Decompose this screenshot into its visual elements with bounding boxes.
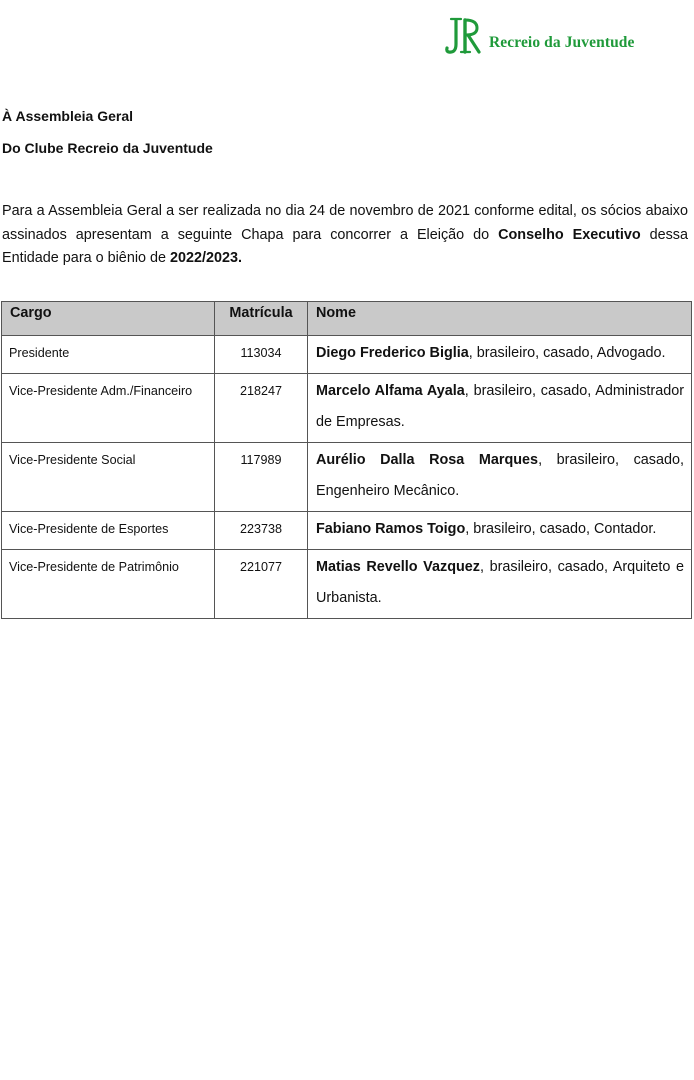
member-name: Fabiano Ramos Toigo xyxy=(316,521,466,537)
member-name: Aurélio Dalla Rosa Marques xyxy=(316,452,539,468)
member-details: , brasileiro, casado, Arquiteto e Urbanista. xyxy=(316,559,684,606)
intro-council-name: Conselho Executivo xyxy=(498,226,641,243)
member-details: , brasileiro, casado, Advogado. xyxy=(468,345,666,361)
member-details: , brasileiro, casado, Contador. xyxy=(465,521,657,537)
cell-nome xyxy=(308,336,692,374)
cell-matricula: 117989 xyxy=(215,443,308,512)
cell-matricula: 113034 xyxy=(215,336,308,374)
cell-matricula: 218247 xyxy=(215,374,308,443)
club-logo xyxy=(444,13,680,59)
intro-paragraph xyxy=(2,200,688,271)
cell-nome xyxy=(308,512,692,550)
header-matricula: Matrícula xyxy=(215,302,308,336)
candidates-table xyxy=(1,301,692,619)
cell-cargo: Presidente xyxy=(2,336,215,374)
jr-monogram-icon xyxy=(444,14,484,58)
member-details: , brasileiro, casado, Administrador de Empresas. xyxy=(316,383,684,430)
salutation-assembly: À Assembleia Geral xyxy=(2,108,133,124)
cell-matricula: 221077 xyxy=(215,550,308,619)
cell-cargo: Vice-Presidente Social xyxy=(2,443,215,512)
member-name: Marcelo Alfama Ayala xyxy=(316,383,465,399)
header-nome: Nome xyxy=(308,302,692,336)
member-name: Diego Frederico Biglia xyxy=(316,345,469,361)
cell-nome xyxy=(308,374,692,443)
table-row xyxy=(2,374,692,443)
table-header-row xyxy=(2,302,692,336)
cell-matricula: 223738 xyxy=(215,512,308,550)
salutation-club: Do Clube Recreio da Juventude xyxy=(2,140,213,156)
cell-cargo: Vice-Presidente de Patrimônio xyxy=(2,550,215,619)
member-name: Matias Revello Vazquez xyxy=(316,559,480,575)
cell-nome xyxy=(308,443,692,512)
intro-period: 2022/2023. xyxy=(170,250,243,266)
cell-nome xyxy=(308,550,692,619)
club-logo-text: Recreio da Juventude xyxy=(489,34,635,51)
table-row xyxy=(2,550,692,619)
member-details: , brasileiro, casado, Engenheiro Mecânico. xyxy=(316,452,684,499)
cell-cargo: Vice-Presidente Adm./Financeiro xyxy=(2,374,215,443)
intro-text-before: Para a Assembleia Geral a ser realizada no dia 24 de novembro de 2021 conforme edital, os sócios abaixo assinados apresentam a seguinte Chapa para concorrer a Eleição do xyxy=(2,203,688,243)
table-row xyxy=(2,443,692,512)
table-row xyxy=(2,336,692,374)
cell-cargo: Vice-Presidente de Esportes xyxy=(2,512,215,550)
table-row xyxy=(2,512,692,550)
intro-text-middle: dessa Entidade para o biênio de xyxy=(2,226,688,266)
header-cargo: Cargo xyxy=(2,302,215,336)
